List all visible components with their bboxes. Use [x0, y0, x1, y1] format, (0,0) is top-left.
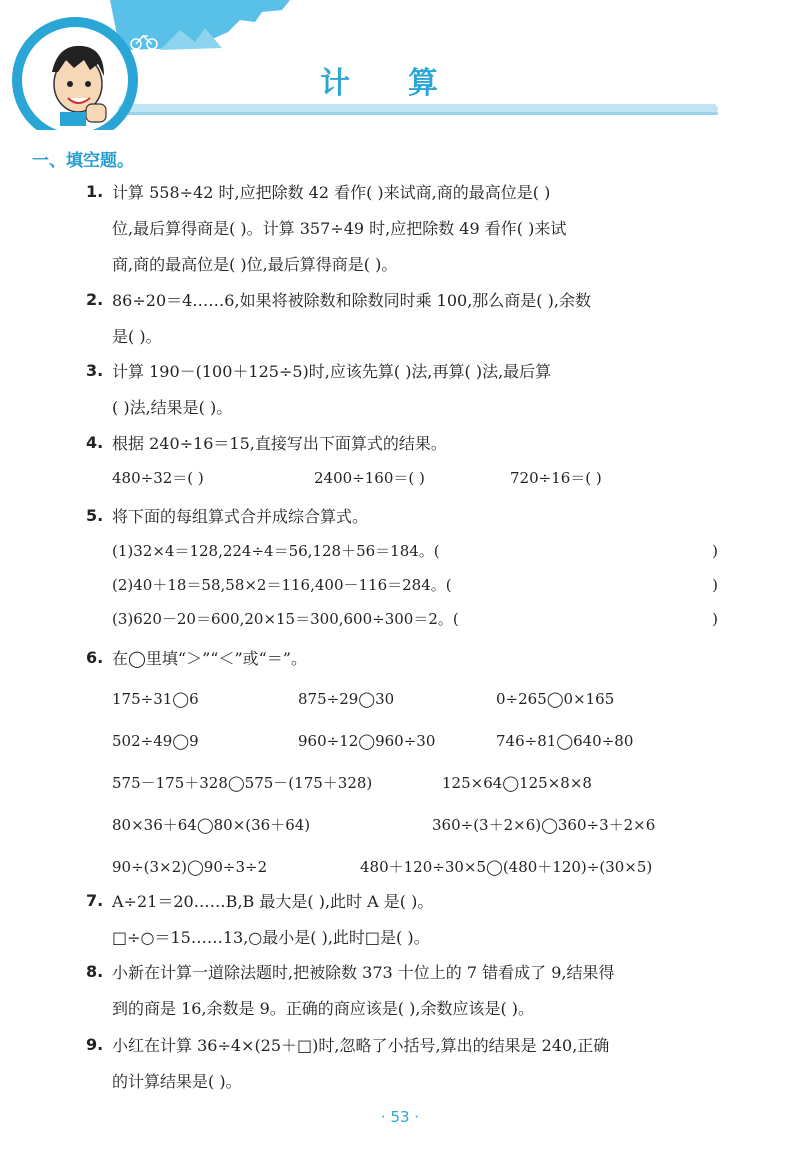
- question-text: 是( )。: [112, 327, 162, 346]
- question-text: 在◯里填“＞”“＜”或“＝”。: [112, 649, 307, 668]
- closing-paren: ): [712, 576, 718, 594]
- question-number: 8.: [86, 962, 104, 981]
- question-text: 根据 240÷16＝15,直接写出下面算式的结果。: [112, 434, 447, 453]
- closing-paren: ): [712, 610, 718, 628]
- compare-item: 360÷(3＋2×6)◯360÷3＋2×6: [432, 816, 656, 834]
- compare-item: 80×36＋64◯80×(36＋64): [112, 816, 311, 834]
- question-number: 4.: [86, 433, 104, 452]
- question-text: 的计算结果是( )。: [112, 1072, 242, 1091]
- compare-item: 746÷81◯640÷80: [496, 732, 634, 750]
- compare-item: 875÷29◯30: [298, 690, 395, 708]
- compare-item: 502÷49◯9: [112, 732, 199, 750]
- compare-item: 480＋120÷30×5◯(480＋120)÷(30×5): [360, 858, 653, 876]
- question-text: 小新在计算一道除法题时,把被除数 373 十位上的 7 错看成了 9,结果得: [112, 963, 615, 982]
- sub-item: (2)40＋18＝58,58×2＝116,400－116＝284。(: [112, 576, 452, 594]
- question-text: ( )法,结果是( )。: [112, 398, 233, 417]
- section-title: 一、填空题。: [32, 151, 134, 171]
- compare-item: 175÷31◯6: [112, 690, 199, 708]
- compare-item: 575－175＋328◯575－(175＋328): [112, 774, 373, 792]
- question-text: 位,最后算得商是( )。计算 357÷49 时,应把除数 49 看作( )来试: [112, 219, 567, 238]
- question-text: 小红在计算 36÷4×(25＋□)时,忽略了小括号,算出的结果是 240,正确: [112, 1036, 610, 1055]
- question-text: 86÷20＝4……6,如果将被除数和除数同时乘 100,那么商是( ),余数: [112, 291, 591, 310]
- question-text: 到的商是 16,余数是 9。正确的商应该是( ),余数应该是( )。: [112, 999, 535, 1018]
- question-text: 计算 558÷42 时,应把除数 42 看作( )来试商,商的最高位是( ): [112, 183, 551, 202]
- closing-paren: ): [712, 542, 718, 560]
- question-number: 5.: [86, 506, 104, 525]
- sub-item: 480÷32＝( ): [112, 469, 204, 487]
- sub-item: 720÷16＝( ): [510, 469, 602, 487]
- question-number: 1.: [86, 182, 104, 201]
- question-text: 商,商的最高位是( )位,最后算得商是( )。: [112, 255, 398, 274]
- question-number: 6.: [86, 648, 104, 667]
- sub-item: 2400÷160＝( ): [314, 469, 425, 487]
- page-title: 计算: [320, 66, 496, 101]
- question-number: 3.: [86, 361, 104, 380]
- question-text: 将下面的每组算式合并成综合算式。: [112, 507, 369, 526]
- compare-item: 960÷12◯960÷30: [298, 732, 436, 750]
- compare-item: 90÷(3×2)◯90÷3÷2: [112, 858, 268, 876]
- sub-item: (3)620－20＝600,20×15＝300,600÷300＝2。(: [112, 610, 459, 628]
- sub-item: (1)32×4＝128,224÷4＝56,128＋56＝184。(: [112, 542, 440, 560]
- page-number: · 53 ·: [380, 1108, 420, 1126]
- compare-item: 125×64◯125×8×8: [442, 774, 592, 792]
- question-number: 2.: [86, 290, 104, 309]
- question-number: 7.: [86, 891, 104, 910]
- question-text: □÷○＝15……13,○最小是( ),此时□是( )。: [112, 928, 430, 947]
- question-text: A÷21＝20……B,B 最大是( ),此时 A 是( )。: [112, 892, 434, 911]
- compare-item: 0÷265◯0×165: [496, 690, 615, 708]
- header-banner: [0, 0, 800, 130]
- question-text: 计算 190－(100＋125÷5)时,应该先算( )法,再算( )法,最后算: [112, 362, 552, 381]
- question-number: 9.: [86, 1035, 104, 1054]
